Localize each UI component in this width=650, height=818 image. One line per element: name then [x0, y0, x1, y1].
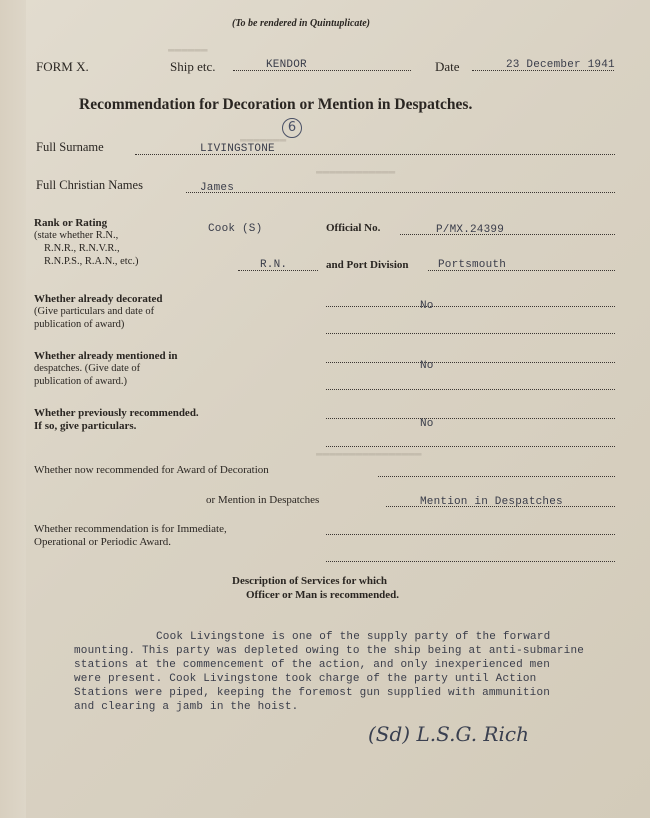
rank-label-note-2: R.N.R., R.N.V.R.,	[44, 243, 120, 254]
date-label: Date	[435, 59, 460, 74]
ship-label: Ship etc.	[170, 59, 216, 74]
already-mentioned-value: No	[420, 360, 434, 372]
paper-edge	[0, 0, 26, 818]
already-decorated-dotted-line	[326, 306, 615, 307]
annotation-circle-number: 6	[282, 118, 302, 138]
previously-recommended-label: Whether previously recommended.	[34, 407, 199, 419]
already-mentioned-note-2: publication of award.)	[34, 376, 128, 387]
show-through-mark: ▬▬▬▬▬▬▬	[240, 134, 287, 146]
rank-value: Cook (S)	[208, 223, 263, 235]
previously-recommended-dotted-line	[326, 418, 615, 419]
official-no-dotted-line	[400, 234, 615, 235]
award-type-dotted-line	[326, 534, 615, 535]
rank-label: Rank or Rating	[34, 217, 108, 229]
award-type-note: Operational or Periodic Award.	[34, 536, 172, 548]
quintuplicate-note: (To be rendered in Quintuplicate)	[232, 18, 370, 29]
previously-recommended-dotted-line-2	[326, 446, 615, 447]
previously-recommended-note: If so, give particulars.	[34, 420, 137, 432]
rank-label-note-1: (state whether R.N.,	[34, 230, 119, 241]
surname-label: Full Surname	[36, 140, 104, 154]
date-value: 23 December 1941	[506, 59, 615, 71]
handwritten-signature: (Sd) L.S.G. Rich	[368, 722, 529, 746]
already-mentioned-dotted-line-2	[326, 389, 615, 390]
ship-value: KENDOR	[266, 59, 307, 71]
christian-names-value: James	[200, 182, 235, 194]
already-mentioned-label: Whether already mentioned in	[34, 350, 178, 362]
official-no-value: P/MX.24399	[436, 224, 505, 236]
show-through-mark: ▬▬▬▬▬▬▬▬▬▬▬▬▬▬▬▬	[316, 448, 422, 460]
description-line: were present. Cook Livingstone took charge of the party until Action	[74, 673, 537, 685]
already-decorated-value: No	[420, 300, 434, 312]
form-title: Recommendation for Decoration or Mention in Despatches.	[79, 96, 473, 113]
show-through-mark: ▬▬▬▬▬▬	[168, 44, 208, 56]
already-decorated-dotted-line-2	[326, 333, 615, 334]
already-decorated-label: Whether already decorated	[34, 293, 163, 305]
already-decorated-note-2: publication of award)	[34, 319, 125, 330]
already-mentioned-note-1: despatches. (Give date of	[34, 363, 141, 374]
already-mentioned-dotted-line	[326, 362, 615, 363]
ship-dotted-line	[233, 70, 411, 71]
port-division-label: and Port Division	[326, 259, 409, 271]
description-line: stations at the commencement of the action, and only inexperienced men	[74, 659, 551, 671]
surname-value: LIVINGSTONE	[200, 143, 275, 155]
rank-label-note-3: R.N.P.S., R.A.N., etc.)	[44, 256, 139, 267]
award-type-label: Whether recommendation is for Immediate,	[34, 523, 227, 535]
christian-names-dotted-line	[186, 192, 615, 193]
description-subheading: Officer or Man is recommended.	[246, 589, 400, 601]
mention-in-despatches-value: Mention in Despatches	[420, 496, 563, 508]
show-through-mark: ▬▬▬▬▬▬▬▬▬▬▬▬	[316, 166, 396, 178]
mention-in-despatches-label: or Mention in Despatches	[206, 494, 320, 506]
description-line: and clearing a jamb in the hoist.	[74, 701, 299, 713]
description-line: Cook Livingstone is one of the supply party of the forward	[156, 631, 551, 643]
description-heading: Description of Services for which	[232, 575, 387, 587]
award-of-decoration-label: Whether now recommended for Award of Decoration	[34, 464, 269, 476]
description-line: Stations were piped, keeping the foremost gun supplied with ammunition	[74, 687, 551, 699]
already-decorated-note-1: (Give particulars and date of	[34, 306, 155, 317]
official-no-label: Official No.	[326, 222, 381, 234]
port-division-value: Portsmouth	[438, 259, 507, 271]
service-value: R.N.	[260, 259, 288, 271]
form-label: FORM X.	[36, 59, 89, 74]
award-type-dotted-line-2	[326, 561, 615, 562]
description-line: mounting. This party was depleted owing to the ship being at anti-submarine	[74, 645, 585, 657]
award-of-decoration-dotted-line	[378, 476, 615, 477]
christian-names-label: Full Christian Names	[36, 178, 143, 192]
previously-recommended-value: No	[420, 418, 434, 430]
